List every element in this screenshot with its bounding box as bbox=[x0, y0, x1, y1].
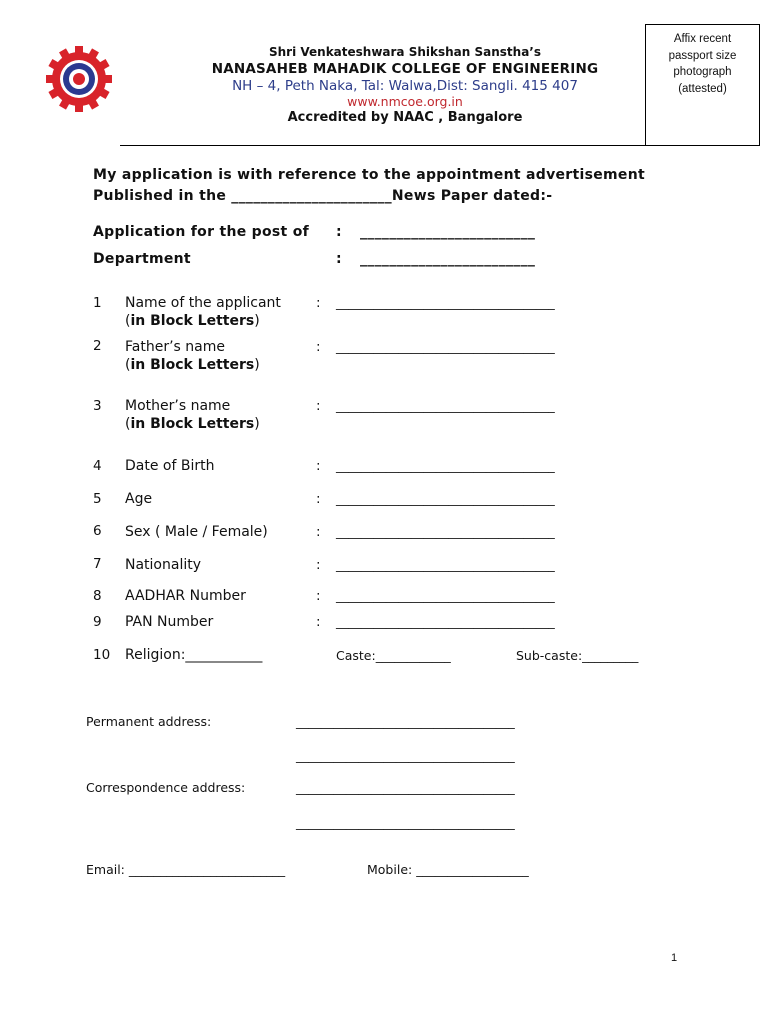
paren-close: ) bbox=[254, 416, 260, 432]
photo-line-4: (attested) bbox=[678, 82, 727, 95]
mother-name-input[interactable]: ___________________________________ bbox=[336, 398, 555, 413]
caste-input[interactable]: Caste:____________ bbox=[336, 648, 451, 663]
field-number: 6 bbox=[93, 523, 102, 539]
correspondence-address-input-1[interactable]: ___________________________________ bbox=[296, 780, 515, 795]
field-colon: : bbox=[316, 339, 321, 355]
field-number: 2 bbox=[93, 338, 102, 354]
dob-input[interactable]: ___________________________________ bbox=[336, 458, 555, 473]
field-number: 8 bbox=[93, 588, 102, 604]
field-sublabel bbox=[125, 357, 260, 373]
mobile-input[interactable]: Mobile: __________________ bbox=[367, 862, 529, 877]
paren-close: ) bbox=[254, 357, 260, 373]
field-label: Nationality bbox=[125, 557, 202, 573]
field-number: 9 bbox=[93, 614, 102, 630]
field-colon: : bbox=[316, 588, 321, 604]
college-website[interactable]: www.nmcoe.org.in bbox=[347, 94, 463, 109]
religion-input[interactable]: Religion:___________ bbox=[125, 647, 263, 663]
subcaste-input[interactable]: Sub-caste:_________ bbox=[516, 648, 639, 663]
age-input[interactable]: ___________________________________ bbox=[336, 491, 555, 506]
college-address: NH – 4, Peth Naka, Tal: Walwa,Dist: Sangli. 415 407 bbox=[232, 78, 578, 94]
field-colon: : bbox=[316, 491, 321, 507]
header-divider bbox=[120, 145, 658, 146]
field-colon: : bbox=[316, 398, 321, 414]
permanent-address-input-2[interactable]: ___________________________________ bbox=[296, 748, 515, 763]
department-label: Department bbox=[93, 251, 191, 267]
paren-open: ( bbox=[125, 357, 131, 373]
father-name-input[interactable]: ___________________________________ bbox=[336, 339, 555, 354]
aadhar-input[interactable]: ___________________________________ bbox=[336, 588, 555, 603]
field-label: PAN Number bbox=[125, 614, 214, 630]
sex-input[interactable]: ___________________________________ bbox=[336, 524, 555, 539]
college-logo bbox=[44, 44, 114, 114]
correspondence-address-label: Correspondence address: bbox=[86, 780, 246, 795]
post-input[interactable]: ________________________ bbox=[360, 224, 536, 240]
permanent-address-input-1[interactable]: ___________________________________ bbox=[296, 714, 515, 729]
college-name: NANASAHEB MAHADIK COLLEGE OF ENGINEERING bbox=[211, 61, 599, 77]
department-colon: : bbox=[336, 251, 342, 267]
email-input[interactable]: Email: _________________________ bbox=[86, 862, 286, 877]
correspondence-address-input-2[interactable]: ___________________________________ bbox=[296, 815, 515, 830]
reference-line-2: Published in the ______________________News Paper dated:- bbox=[93, 188, 553, 204]
accreditation: Accredited by NAAC , Bangalore bbox=[287, 110, 523, 125]
field-label: Father’s name bbox=[125, 339, 225, 355]
field-colon: : bbox=[316, 524, 321, 540]
field-number: 3 bbox=[93, 398, 102, 414]
field-colon: : bbox=[316, 557, 321, 573]
department-input[interactable]: ________________________ bbox=[360, 251, 536, 267]
paren-open: ( bbox=[125, 313, 131, 329]
field-number: 10 bbox=[93, 647, 111, 663]
reference-line-1: My application is with reference to the appointment advertisement bbox=[93, 167, 645, 183]
field-number: 4 bbox=[93, 458, 102, 474]
field-colon: : bbox=[316, 295, 321, 311]
field-number: 5 bbox=[93, 491, 102, 507]
photo-line-2: passport size bbox=[668, 49, 737, 62]
field-label: Date of Birth bbox=[125, 458, 215, 474]
field-label: Mother’s name bbox=[125, 398, 231, 414]
field-label: Sex ( Male / Female) bbox=[125, 524, 268, 540]
post-colon: : bbox=[336, 224, 342, 240]
field-label: Name of the applicant bbox=[125, 295, 281, 311]
field-sublabel bbox=[125, 416, 260, 432]
block-letters-note: in Block Letters bbox=[130, 416, 255, 432]
applicant-name-input[interactable]: ___________________________________ bbox=[336, 295, 555, 310]
field-colon: : bbox=[316, 614, 321, 630]
pan-input[interactable]: ___________________________________ bbox=[336, 614, 555, 629]
paren-close: ) bbox=[254, 313, 260, 329]
permanent-address-label: Permanent address: bbox=[86, 714, 212, 729]
photo-box bbox=[645, 24, 760, 146]
photo-line-3: photograph bbox=[673, 66, 732, 78]
field-label: AADHAR Number bbox=[125, 588, 246, 604]
page-number: 1 bbox=[671, 952, 678, 964]
field-number: 7 bbox=[93, 556, 102, 572]
block-letters-note: in Block Letters bbox=[130, 357, 255, 373]
paren-open: ( bbox=[125, 416, 131, 432]
field-number: 1 bbox=[93, 295, 102, 311]
trust-name: Shri Venkateshwara Shikshan Sanstha’s bbox=[268, 45, 541, 59]
nationality-input[interactable]: ___________________________________ bbox=[336, 557, 555, 572]
field-label: Age bbox=[125, 491, 153, 507]
field-sublabel bbox=[125, 313, 260, 329]
block-letters-note: in Block Letters bbox=[130, 313, 255, 329]
photo-line-1: Affix recent bbox=[673, 33, 732, 45]
post-label: Application for the post of bbox=[93, 224, 310, 240]
field-colon: : bbox=[316, 458, 321, 474]
